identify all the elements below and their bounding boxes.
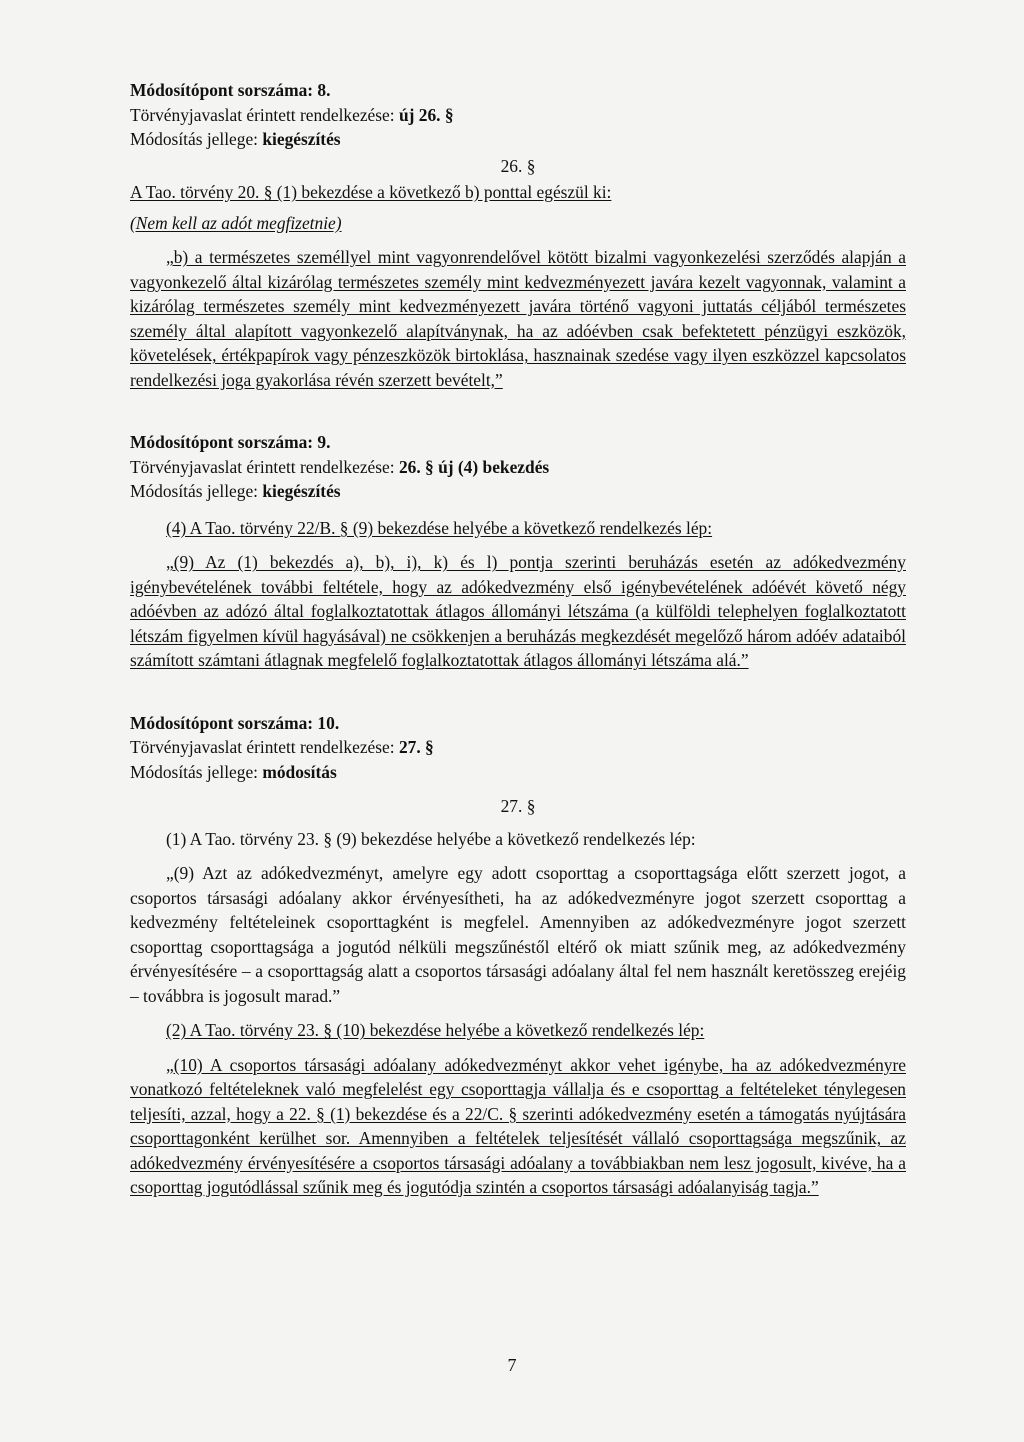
amendment-type-label: Módosítás jellege:	[130, 481, 263, 501]
affected-provision-value: új 26. §	[398, 104, 454, 125]
affected-provision-label: Törvényjavaslat érintett rendelkezése:	[130, 104, 399, 125]
section-heading: 26. §	[500, 155, 536, 176]
amendment-quote: „(9) Az (1) bekezdés a), b), i), k) és l) pontja szerinti beruházás esetén az adókedvezmény igénybevételének további feltétele, hogy az adókedvezmény első igénybevételének adóévét követő négy adóévben az adózó által foglalkoztatottak átlagos állományi létszáma (a külföldi telephelyen foglalkoztatott létszám figyelmen kívül hagyásával) ne csökkenjen a beruházás megkezdését megelőző három adóév adataiból számított számtani átlagnak megfelelő foglalkoztatottak átlagos állományi létszáma alá.”	[130, 552, 906, 670]
amendment-block-9	[130, 430, 906, 673]
spacer	[130, 392, 906, 430]
affected-provision	[130, 455, 906, 480]
amendment-intro-2: (2) A Tao. törvény 23. § (10) bekezdése helyébe a következő rendelkezés lép:	[166, 1020, 705, 1040]
amendment-quote: „b) a természetes személlyel mint vagyonrendelővel kötött bizalmi vagyonkezelési szerződés alapján a vagyonkezelő által kizárólag természetes személy mint kedvezményezett javára kezelt vagyonnak, valamint a kizárólag természetes személy mint kedvezményezett javára történő vagyoni juttatás céljából természetes személy által alapított vagyonkezelő alapítványnak, ha az adóévben csak befektetett pénzügyi eszközök, követelések, értékpapírok vagy pénzeszközök birtoklása, hasznainak szedése vagy ilyen eszközzel kapcsolatos rendelkezési joga gyakorlása révén szerzett bevételt,”	[130, 247, 906, 390]
amendment-quote-2: „(10) A csoportos társasági adóalany adókedvezményt akkor vehet igénybe, ha az adókedvezményre vonatkozó feltételeknek való megfelelést egy csoporttagja vállalja és e csoporttag a feltételeket ténylegesen teljesíti, azzal, hogy a 22. § (1) bekezdése és a 22/C. § szerinti adókedvezmény esetén a támogatás nyújtására csoporttagonként kerülhet sor. Amennyiben a feltételek teljesítését vállaló csoporttagsága megszűnik, az adókedvezmény érvényesítésére a csoportos társasági adóalany a továbbiakban nem lesz jogosult, kivéve, ha a csoporttag jogutódlással szűnik meg és jogutódja szintén a csoportos társasági adóalanyiság tagja.”	[130, 1054, 906, 1197]
amendment-block-10	[130, 711, 906, 1200]
amendment-type	[130, 127, 906, 152]
page-number: 7	[507, 1355, 517, 1375]
amendment-number: Módosítópont sorszáma: 9.	[130, 432, 331, 452]
section-heading: 27. §	[500, 796, 536, 816]
affected-provision-label: Törvényjavaslat érintett rendelkezése:	[130, 456, 399, 477]
amendment-intro: (1) A Tao. törvény 23. § (9) bekezdése helyébe a következő rendelkezés lép:	[166, 828, 696, 849]
amendment-type-label: Módosítás jellege:	[130, 761, 263, 782]
amendment-type	[130, 479, 906, 504]
document-body	[130, 78, 906, 1200]
amendment-sub-intro: (Nem kell az adót megfizetnie)	[130, 212, 342, 233]
amendment-type-value: módosítás	[262, 761, 337, 782]
amendment-type-value: kiegészítés	[262, 481, 341, 501]
amendment-type	[130, 760, 906, 785]
amendment-block-8	[130, 78, 906, 392]
affected-provision-value: 26. § új (4) bekezdés	[398, 456, 550, 477]
affected-provision-label: Törvényjavaslat érintett rendelkezése:	[130, 737, 399, 757]
amendment-intro: A Tao. törvény 20. § (1) bekezdése a következő b) ponttal egészül ki:	[130, 182, 612, 202]
spacer	[130, 673, 906, 711]
affected-provision	[130, 103, 906, 128]
amendment-type-label: Módosítás jellege:	[130, 129, 263, 149]
amendment-number: Módosítópont sorszáma: 8.	[130, 80, 331, 100]
amendment-type-value: kiegészítés	[262, 129, 341, 149]
amendment-intro: (4) A Tao. törvény 22/B. § (9) bekezdése helyébe a következő rendelkezés lép:	[166, 517, 713, 538]
affected-provision	[130, 735, 906, 760]
amendment-quote: „(9) Azt az adókedvezményt, amelyre egy adott csoporttag a csoporttagsága előtt szerzett jogot, a csoportos társasági adóalany akkor érvényesítheti, ha az adókedvezményre jogot szerzett csoporttag a kedvezmény feltételeinek csoporttagként is megfelel. Amennyiben az adókedvezményre jogot szerzett csoporttag csoporttagsága a jogutód nélküli megszűnéstől eltérő ok miatt szűnik meg, az adókedvezmény érvényesítésére – a csoporttagság alatt a csoportos társasági adóalany által fel nem használt keretösszeg erejéig – továbbra is jogosult marad.”	[130, 863, 906, 1006]
amendment-number: Módosítópont sorszáma: 10.	[130, 712, 340, 733]
affected-provision-value: 27. §	[398, 737, 434, 757]
